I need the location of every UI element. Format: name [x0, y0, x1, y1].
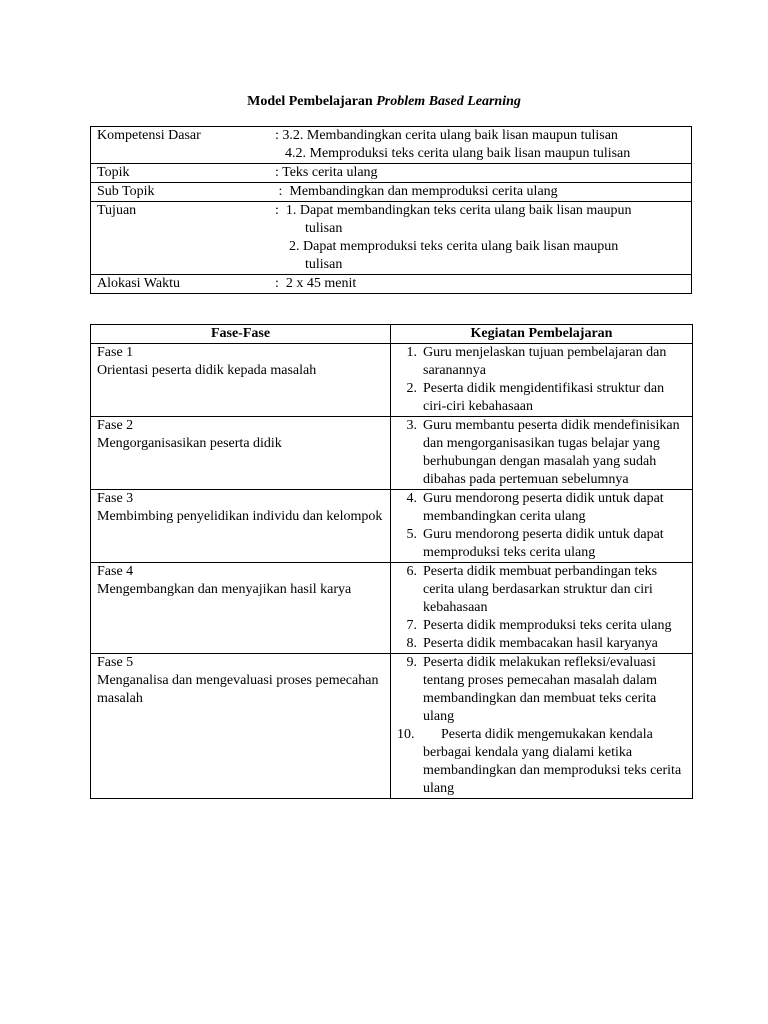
tujuan-line-1a: : 1. Dapat membandingkan teks cerita ulang baik lisan maupun	[275, 203, 632, 218]
alokasi-value: : 2 x 45 menit	[269, 275, 692, 294]
fase-number: Fase 5	[97, 655, 134, 670]
kegiatan-cell	[391, 563, 693, 654]
kegiatan-item-text: Peserta didik membacakan hasil karyanya	[423, 636, 658, 651]
topik-value: : Teks cerita ulang	[269, 164, 692, 183]
title-italic: Problem Based Learning	[376, 94, 521, 109]
kompetensi-value	[269, 127, 692, 164]
fase-row	[91, 563, 693, 654]
fase-cell	[91, 490, 391, 563]
fase-row	[91, 417, 693, 490]
kegiatan-list	[397, 490, 688, 562]
fase-table-header	[91, 325, 693, 344]
fase-number: Fase 4	[97, 564, 134, 579]
kegiatan-item-text: Peserta didik mengidentifikasi struktur dan ciri-ciri kebahasaan	[423, 381, 665, 414]
fase-number: Fase 1	[97, 345, 134, 360]
kegiatan-item	[397, 526, 688, 562]
alokasi-label: Alokasi Waktu	[91, 275, 270, 294]
fase-number: Fase 3	[97, 491, 134, 506]
tujuan-line-2b: tulisan	[305, 257, 343, 272]
kegiatan-item-number: 2.	[406, 381, 417, 396]
fase-row	[91, 654, 693, 799]
kegiatan-item	[397, 635, 688, 653]
kegiatan-item	[397, 726, 688, 798]
tujuan-line-2a: 2. Dapat memproduksi teks cerita ulang baik lisan maupun	[289, 239, 619, 254]
kompetensi-label: Kompetensi Dasar	[91, 127, 270, 164]
tujuan-line-1b: tulisan	[305, 221, 343, 236]
fase-description: Mengembangkan dan menyajikan hasil karya	[97, 582, 352, 597]
fase-cell	[91, 563, 391, 654]
kompetensi-line-2: 4.2. Memproduksi teks cerita ulang baik lisan maupun tulisan	[285, 146, 631, 161]
kegiatan-item-number: 10.	[397, 727, 415, 742]
fase-description: Membimbing penyelidikan individu dan kelompok	[97, 509, 383, 524]
tujuan-label: Tujuan	[91, 202, 270, 275]
kegiatan-item-number: 3.	[406, 418, 417, 433]
title-normal: Model Pembelajaran	[247, 94, 377, 109]
kegiatan-list	[397, 344, 688, 416]
kegiatan-item-text: Guru menjelaskan tujuan pembelajaran dan saranannya	[423, 345, 667, 378]
kegiatan-item	[397, 417, 688, 489]
kegiatan-item-number: 7.	[406, 618, 417, 633]
fase-description: Mengorganisasikan peserta didik	[97, 436, 282, 451]
info-table	[90, 126, 692, 294]
kegiatan-list	[397, 417, 688, 489]
info-row-kompetensi	[91, 127, 692, 164]
kegiatan-cell	[391, 654, 693, 799]
kegiatan-item-number: 6.	[406, 564, 417, 579]
tujuan-value	[269, 202, 692, 275]
info-row-alokasi	[91, 275, 692, 294]
document-title	[0, 93, 768, 111]
kegiatan-item-text: Peserta didik mengemukakan kendala berbagai kendala yang dialami ketika membandingkan dan memproduksi teks cerita ulang	[423, 727, 682, 796]
fase-description: Orientasi peserta didik kepada masalah	[97, 363, 317, 378]
kegiatan-item-number: 8.	[406, 636, 417, 651]
kegiatan-item-text: Peserta didik melakukan refleksi/evaluasi tentang proses pemecahan masalah dalam membandingkan dan membuat teks cerita ulang	[423, 655, 658, 724]
kegiatan-item	[397, 380, 688, 416]
fase-row	[91, 490, 693, 563]
fase-cell	[91, 654, 391, 799]
fase-table	[90, 324, 693, 799]
kompetensi-line-1: : 3.2. Membandingkan cerita ulang baik lisan maupun tulisan	[275, 128, 618, 143]
kegiatan-cell	[391, 490, 693, 563]
fase-cell	[91, 417, 391, 490]
topik-label: Topik	[91, 164, 270, 183]
kegiatan-item-number: 5.	[406, 527, 417, 542]
info-row-topik	[91, 164, 692, 183]
kegiatan-item-text: Peserta didik membuat perbandingan teks cerita ulang berdasarkan struktur dan ciri kebahasaan	[423, 564, 658, 615]
fase-number: Fase 2	[97, 418, 134, 433]
kegiatan-item-number: 9.	[406, 655, 417, 670]
header-kegiatan: Kegiatan Pembelajaran	[391, 325, 693, 344]
kegiatan-cell	[391, 417, 693, 490]
kegiatan-list	[397, 563, 688, 653]
kegiatan-item-text: Peserta didik memproduksi teks cerita ulang	[423, 618, 672, 633]
kegiatan-item-text: Guru membantu peserta didik mendefinisikan dan mengorganisasikan tugas belajar yang berhubungan dengan masalah yang sudah dibahas pada pertemuan sebelumnya	[423, 418, 680, 487]
kegiatan-item-number: 4.	[406, 491, 417, 506]
kegiatan-item-text: Guru mendorong peserta didik untuk dapat membandingkan cerita ulang	[423, 491, 664, 524]
subtopik-value: : Membandingkan dan memproduksi cerita ulang	[269, 183, 692, 202]
subtopik-label: Sub Topik	[91, 183, 270, 202]
info-row-subtopik	[91, 183, 692, 202]
kegiatan-item	[397, 563, 688, 617]
kegiatan-item	[397, 617, 688, 635]
header-fase: Fase-Fase	[91, 325, 391, 344]
kegiatan-list	[397, 654, 688, 798]
info-row-tujuan	[91, 202, 692, 275]
fase-description: Menganalisa dan mengevaluasi proses pemecahan masalah	[97, 673, 379, 706]
kegiatan-item	[397, 654, 688, 726]
kegiatan-item-text: Guru mendorong peserta didik untuk dapat memproduksi teks cerita ulang	[423, 527, 664, 560]
fase-row	[91, 344, 693, 417]
kegiatan-item-number: 1.	[406, 345, 417, 360]
kegiatan-cell	[391, 344, 693, 417]
kegiatan-item	[397, 490, 688, 526]
kegiatan-item	[397, 344, 688, 380]
fase-cell	[91, 344, 391, 417]
fase-table-body	[91, 344, 693, 799]
